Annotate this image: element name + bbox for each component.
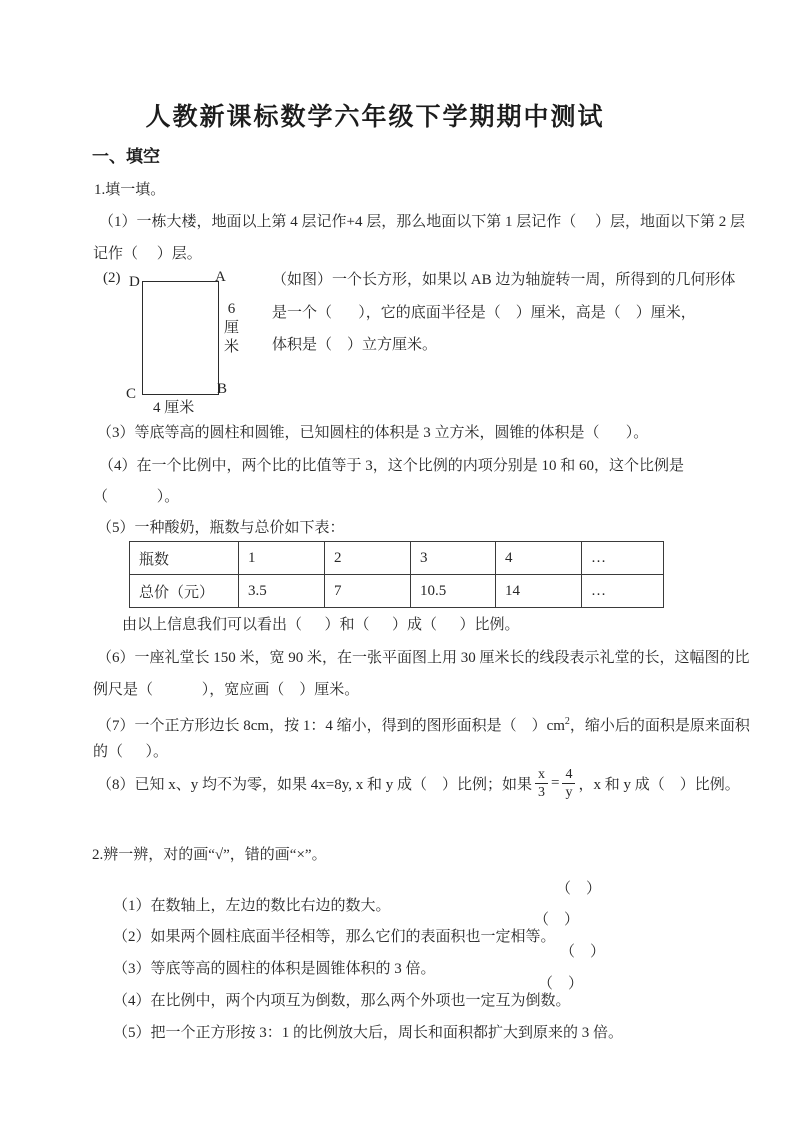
table-row — [130, 575, 664, 608]
cm-squared-superscript: 2 — [564, 716, 570, 727]
table-cell: 2 — [325, 542, 411, 575]
page-title: 人教新课标数学六年级下学期期中测试 — [145, 104, 605, 131]
q1-item5-conclusion: 由以上信息我们可以看出（ ）和（ ）成（ ）比例。 — [122, 617, 520, 633]
q1-item8-segment2: ，x 和 y 成（ ）比例。 — [578, 776, 740, 793]
q1-item2-line1: （如图）一个长方形，如果以 AB 边为轴旋转一周，所得到的几何形体 — [272, 272, 736, 288]
q1-item4-line2: （ ）。 — [93, 489, 180, 505]
fraction-numerator: x — [535, 767, 548, 784]
q1-item1-line2: 记作（ ）层。 — [93, 246, 202, 262]
fraction-4-over-y — [562, 767, 575, 800]
fraction-x-over-3 — [535, 767, 548, 800]
q1-item7-line1 — [97, 712, 750, 736]
q1-item5-intro: （5）一种酸奶，瓶数与总价如下表： — [97, 520, 345, 536]
corner-label-a: A — [215, 269, 226, 285]
table-row — [130, 542, 664, 575]
q1-item2-line2: 是一个（ ），它的底面半径是（ ）厘米，高是（ ）厘米， — [272, 305, 696, 321]
table-cell: 4 — [496, 542, 582, 575]
section-heading-fill-in: 一、填空 — [92, 147, 160, 166]
q1-item6-line1: （6）一座礼堂长 150 米，宽 90 米，在一张平面图上用 30 厘米长的线段表示礼堂的长，这幅图的比 — [97, 650, 750, 666]
q1-item2-line3: 体积是（ ）立方厘米。 — [272, 337, 438, 353]
rectangle-figure — [142, 281, 219, 395]
corner-label-b: B — [217, 381, 228, 397]
table-cell: 总价（元） — [130, 575, 239, 608]
q1-item7-line1-post: ，缩小后的面积是原来面积 — [569, 718, 750, 734]
table-cell: 3.5 — [239, 575, 325, 608]
table-cell: 3 — [411, 542, 496, 575]
q1-item2-number: (2) — [103, 270, 121, 286]
q1-item1-line1: （1）一栋大楼，地面以上第 4 层记作+4 层，那么地面以下第 1 层记作（ ）层，地面以下第 2 层 — [99, 214, 745, 230]
price-table — [129, 541, 664, 608]
q2-item-text: （5）把一个正方形按 3：1 的比例放大后，周长和面积都扩大到原来的 3 倍。 — [113, 1025, 624, 1041]
table-cell: 瓶数 — [130, 542, 239, 575]
q1-item3-line: （3）等底等高的圆柱和圆锥，已知圆柱的体积是 3 立方米，圆锥的体积是（ ）。 — [97, 425, 649, 441]
q1-item7-line1-pre: （7）一个正方形边长 8cm，按 1：4 缩小，得到的图形面积是（ ）cm — [97, 718, 565, 734]
q2-item-text: （4）在比例中，两个内项互为倒数，那么两个外项也一定互为倒数。 — [113, 993, 571, 1009]
q1-item4-line1: （4）在一个比例中，两个比的比值等于 3，这个比例的内项分别是 10 和 60，这个比例是 — [99, 458, 685, 474]
table-cell: … — [582, 575, 664, 608]
corner-label-c: C — [126, 386, 137, 402]
side-length-label-bottom: 4 厘米 — [153, 400, 195, 416]
answer-parentheses: （ ） — [538, 976, 584, 992]
equals-sign: = — [551, 774, 560, 791]
q2-item-text: （1）在数轴上，左边的数比右边的数大。 — [113, 898, 391, 914]
corner-label-d: D — [129, 274, 140, 290]
side-length-label-vertical: 6厘米 — [223, 301, 239, 355]
q2-item-text: （2）如果两个圆柱底面半径相等，那么它们的表面积也一定相等。 — [113, 929, 556, 945]
q1-item8-segment1: （8）已知 x、y 均不为零，如果 4x=8y, x 和 y 成（ ）比例；如果 — [97, 776, 532, 793]
q2-item-5 — [98, 1004, 758, 1059]
q2-item-text: （3）等底等高的圆柱的体积是圆锥体积的 3 倍。 — [113, 961, 436, 977]
q1-item8-line — [97, 762, 740, 804]
answer-parentheses: （ ） — [556, 881, 602, 897]
q1-item6-line2: 例尺是（ ），宽应画（ ）厘米。 — [93, 682, 360, 698]
table-cell: 14 — [496, 575, 582, 608]
answer-parentheses: （ ） — [534, 912, 580, 928]
answer-parentheses: （ ） — [560, 944, 606, 960]
fraction-denominator: y — [565, 784, 573, 800]
table-cell: 10.5 — [411, 575, 496, 608]
table-cell: 7 — [325, 575, 411, 608]
table-cell: 1 — [239, 542, 325, 575]
table-cell: … — [582, 542, 664, 575]
q1-item7-line2: 的（ ）。 — [93, 744, 169, 760]
fraction-denominator: 3 — [538, 784, 545, 800]
q2-label: 2.辨一辨，对的画“√”，错的画“×”。 — [92, 847, 327, 863]
fraction-numerator: 4 — [562, 767, 575, 784]
q1-item2-figure-area — [103, 268, 273, 418]
q1-label: 1.填一填。 — [94, 182, 166, 198]
